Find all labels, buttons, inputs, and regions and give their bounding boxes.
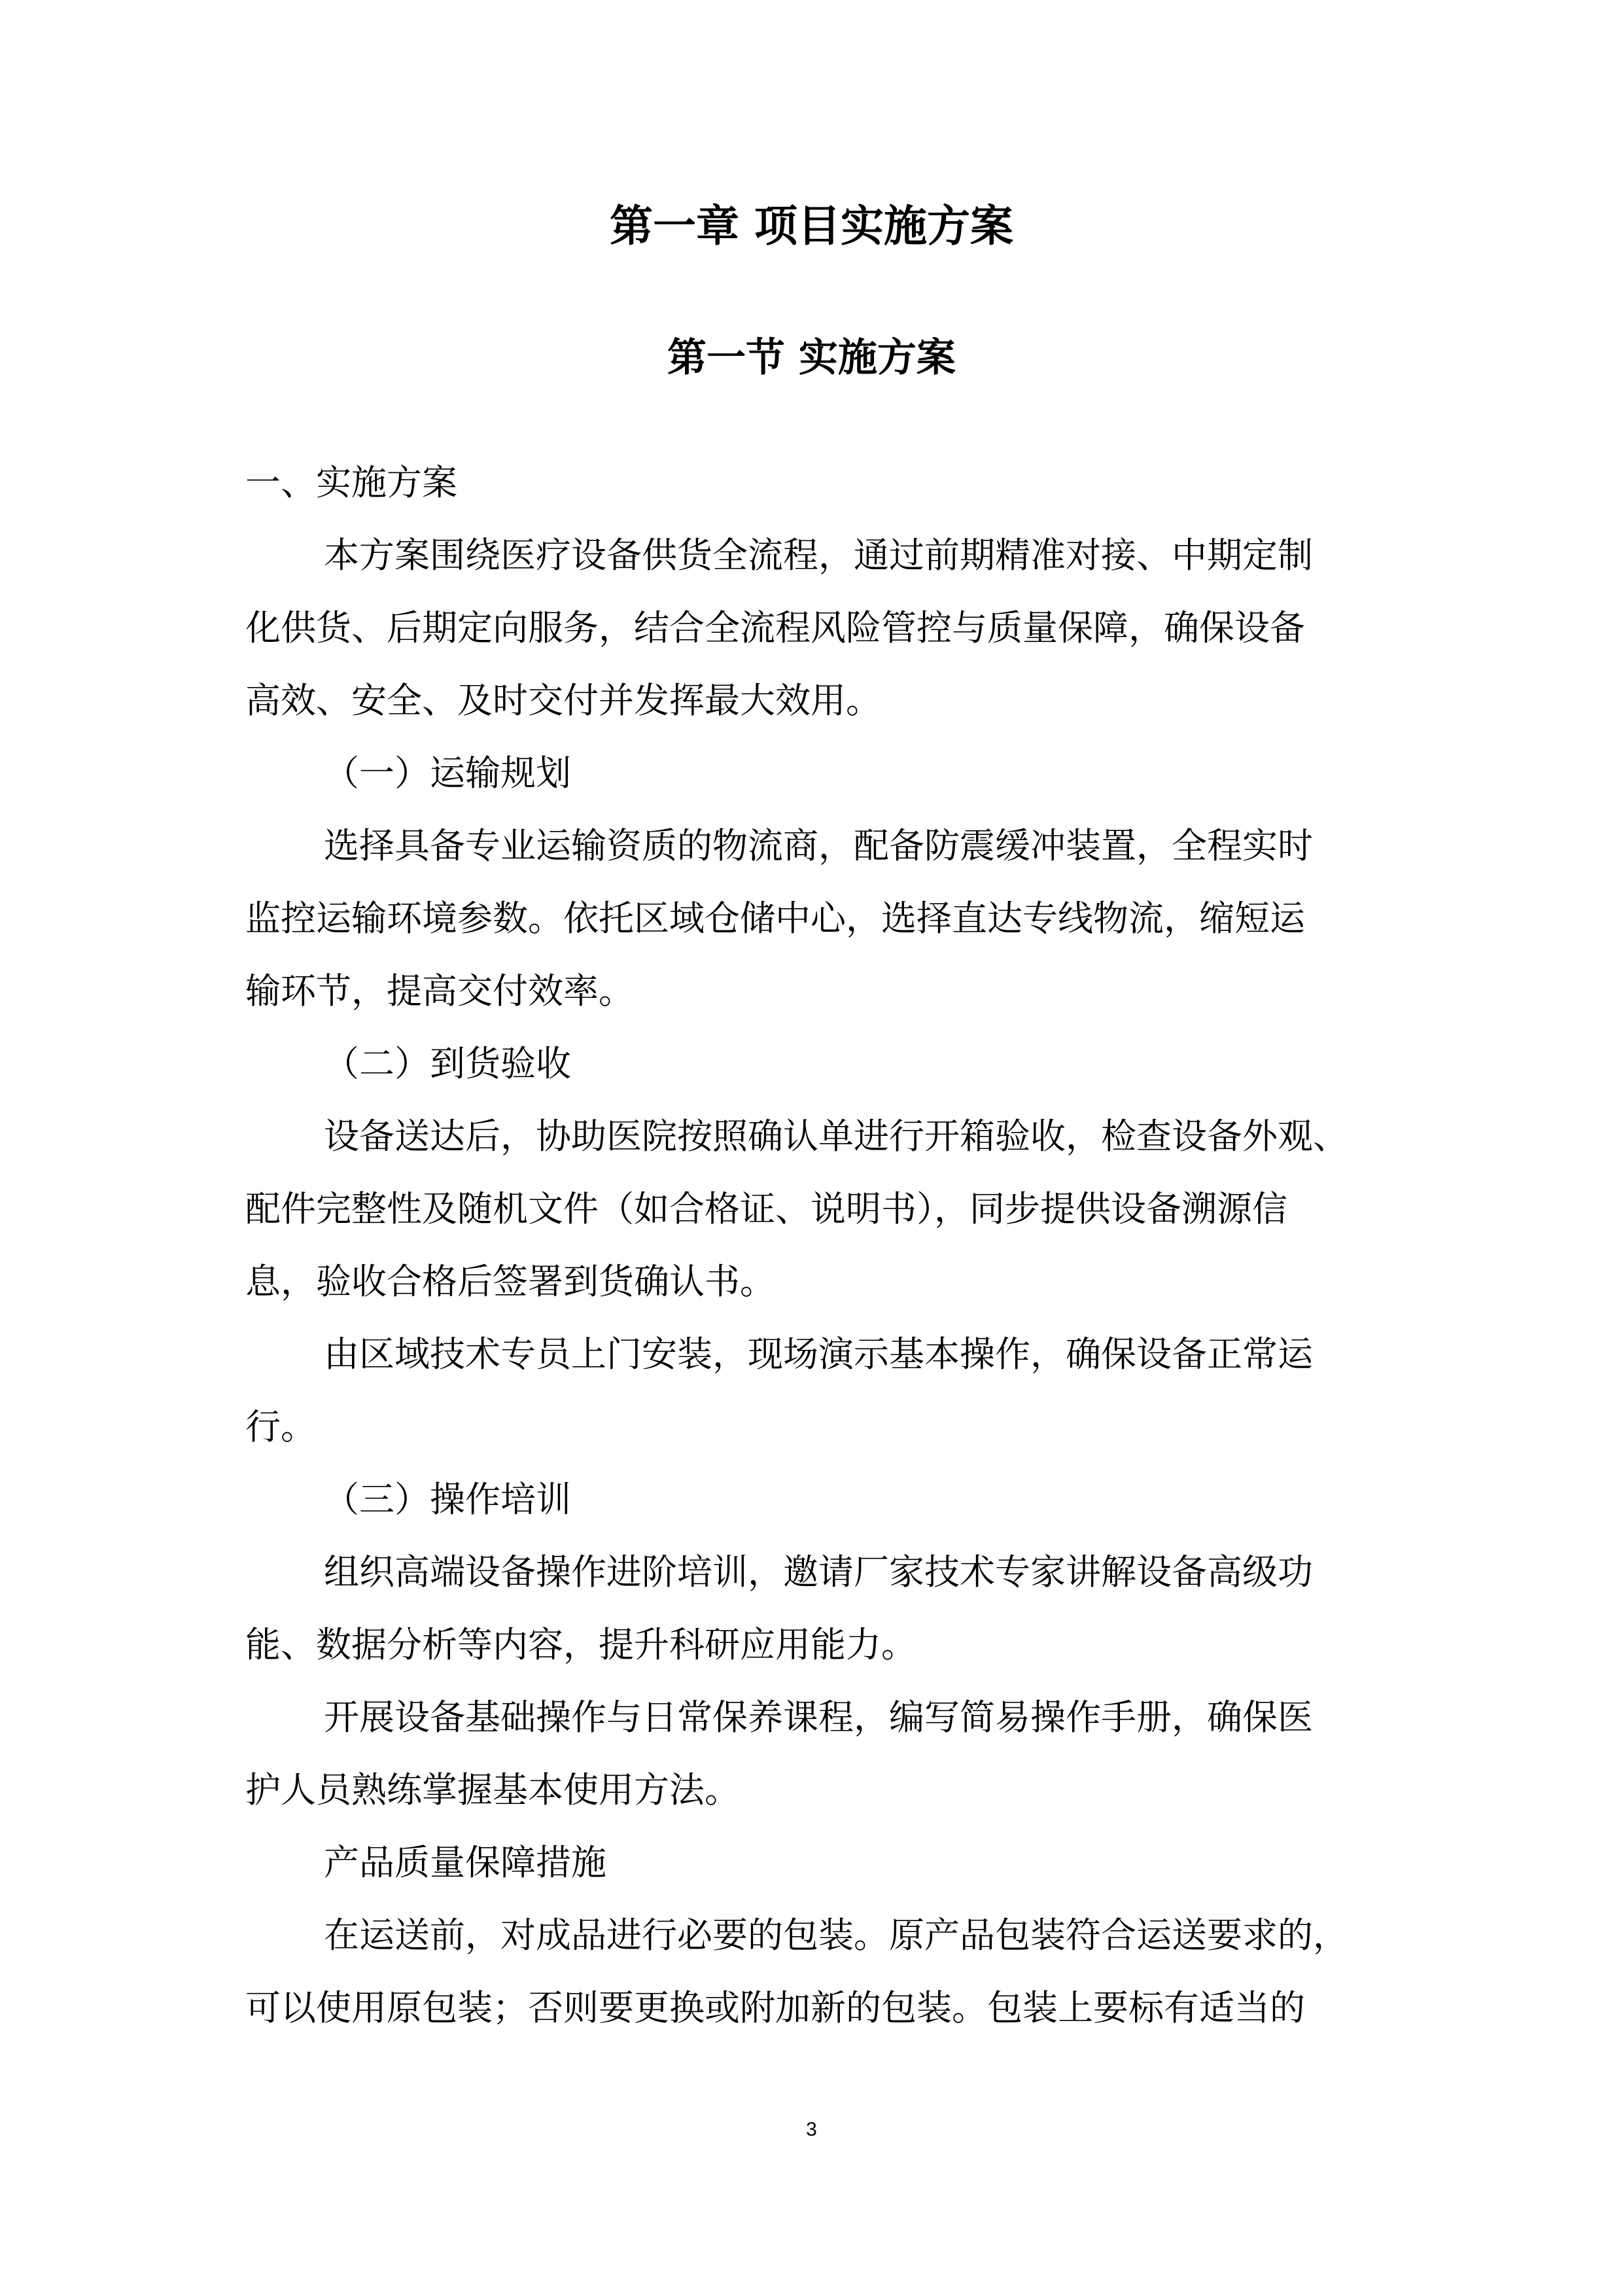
paragraph-line: 选择具备专业运输资质的物流商，配备防震缓冲装置，全程实时 (324, 825, 1313, 866)
paragraph-line: 输环节，提高交付效率。 (245, 970, 634, 1012)
paragraph-line: 由区域技术专员上门安装，现场演示基本操作，确保设备正常运 (324, 1333, 1313, 1375)
paragraph-line: 化供货、后期定向服务，结合全流程风险管控与质量保障，确保设备 (245, 607, 1305, 648)
paragraph-line: 本方案围绕医疗设备供货全流程，通过前期精准对接、中期定制 (324, 535, 1313, 576)
page-number: 3 (806, 2119, 817, 2140)
paragraph-line: 可以使用原包装；否则要更换或附加新的包装。包装上要标有适当的 (245, 1987, 1305, 2028)
subheading-quality-assurance: 产品质量保障措施 (324, 1842, 606, 1883)
body-text (245, 446, 1380, 2044)
paragraph-line: 监控运输环境参数。依托区域仓储中心，选择直达专线物流，缩短运 (245, 898, 1305, 939)
paragraph-line: 能、数据分析等内容，提升科研应用能力。 (245, 1624, 916, 1665)
paragraph-line: 在运送前，对成品进行必要的包装。原产品包装符合运送要求的， (324, 1915, 1348, 1956)
heading-implementation-plan: 一、实施方案 (245, 462, 457, 503)
paragraph-line: 组织高端设备操作进阶培训，邀请厂家技术专家讲解设备高级功 (324, 1551, 1313, 1593)
paragraph-line: 息，验收合格后签署到货确认书。 (245, 1261, 775, 1302)
subheading-transport-planning: （一）运输规划 (324, 752, 571, 794)
subheading-operation-training: （三）操作培训 (324, 1479, 571, 1520)
paragraph-line: 设备送达后，协助医院按照确认单进行开箱验收，检查设备外观、 (324, 1116, 1348, 1157)
paragraph-line: 护人员熟练掌握基本使用方法。 (245, 1769, 740, 1810)
paragraph-line: 高效、安全、及时交付并发挥最大效用。 (245, 680, 881, 721)
paragraph-line: 行。 (245, 1406, 316, 1447)
section-title: 第一节 实施方案 (667, 335, 956, 381)
paragraph-line: 配件完整性及随机文件（如合格证、说明书），同步提供设备溯源信 (245, 1188, 1287, 1229)
chapter-title: 第一章 项目实施方案 (610, 200, 1013, 251)
subheading-arrival-acceptance: （二）到货验收 (324, 1043, 571, 1084)
paragraph-line: 开展设备基础操作与日常保养课程，编写简易操作手册，确保医 (324, 1697, 1313, 1738)
